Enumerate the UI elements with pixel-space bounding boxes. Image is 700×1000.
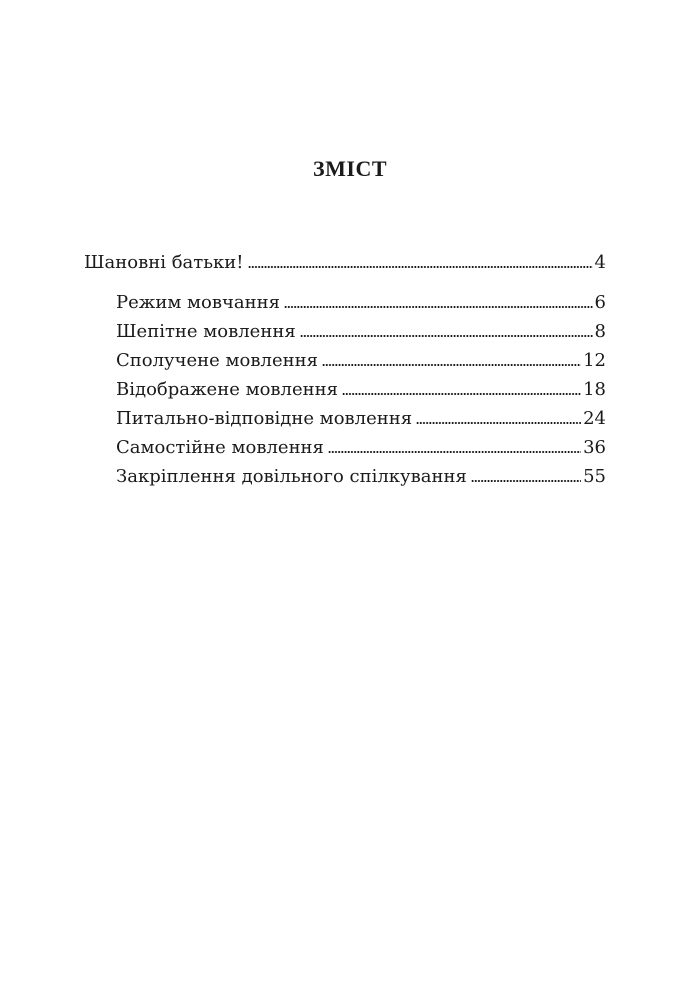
toc-page-number: 36 bbox=[583, 437, 606, 458]
toc-entry-label: Режим мовчання bbox=[116, 292, 280, 313]
dot-leader bbox=[342, 381, 581, 395]
toc-page-number: 8 bbox=[594, 321, 606, 342]
toc-entry-label: Питально-відповідне мовлення bbox=[116, 408, 413, 429]
toc-entry[interactable] bbox=[116, 466, 606, 488]
toc-page-number: 24 bbox=[583, 408, 606, 429]
toc-page-number: 4 bbox=[594, 252, 606, 273]
toc-entry-label: Шепітне мовлення bbox=[116, 321, 296, 342]
toc-entry[interactable] bbox=[116, 292, 606, 314]
dot-leader bbox=[248, 254, 593, 268]
dot-leader bbox=[471, 468, 581, 482]
toc-page-number: 55 bbox=[583, 466, 606, 487]
toc-entry[interactable] bbox=[116, 379, 606, 401]
toc-entry[interactable] bbox=[116, 437, 606, 459]
dot-leader bbox=[328, 439, 581, 453]
toc-page-number: 12 bbox=[583, 350, 606, 371]
dot-leader bbox=[322, 352, 581, 366]
toc-entry[interactable] bbox=[116, 350, 606, 372]
toc-entry[interactable] bbox=[116, 321, 606, 343]
toc-page-number: 18 bbox=[583, 379, 606, 400]
toc-entry-label: Відображене мовлення bbox=[116, 379, 338, 400]
toc-entry-label: Шановні батьки! bbox=[84, 252, 244, 273]
toc-page-number: 6 bbox=[594, 292, 606, 313]
toc-entry[interactable] bbox=[116, 408, 606, 430]
dot-leader bbox=[416, 410, 581, 424]
toc-entry-label: Сполучене мовлення bbox=[116, 350, 318, 371]
toc-entry-label: Самостійне мовлення bbox=[116, 437, 324, 458]
toc-entry-label: Закріплення довільного спілкування bbox=[116, 466, 467, 487]
toc-entry[interactable] bbox=[84, 252, 606, 274]
page-title: ЗМІСТ bbox=[313, 156, 387, 181]
dot-leader bbox=[284, 294, 593, 308]
dot-leader bbox=[300, 323, 593, 337]
